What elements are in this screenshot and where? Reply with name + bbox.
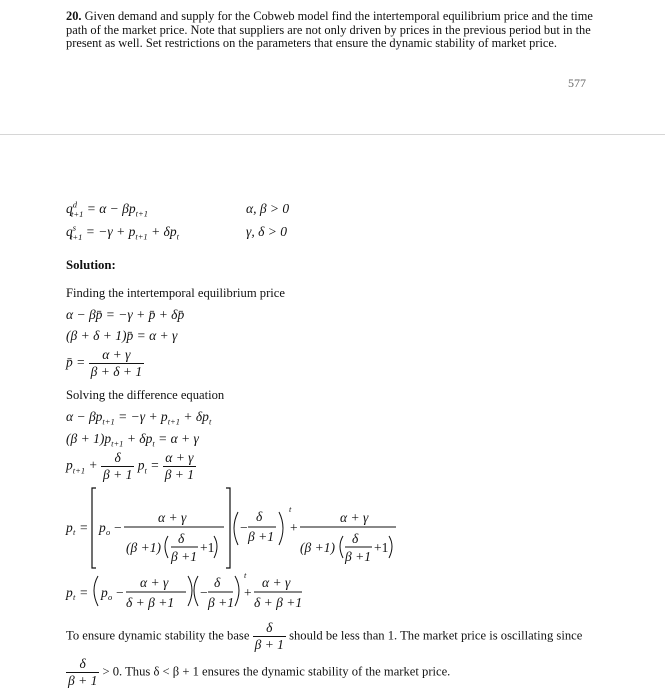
svg-text:β +1: β +1 bbox=[208, 595, 234, 610]
supply-restriction: γ, δ > 0 bbox=[246, 224, 287, 239]
page-number: 577 bbox=[568, 76, 586, 90]
equilibrium-numerator: α + γ bbox=[102, 347, 131, 362]
conclusion-sentence: $\frac{\delta}{\beta + 1}$ > 0. Thus δ < β + 1 ensures the dynamic stability of the market price. bbox=[68, 656, 451, 688]
supply-equation: $q^s_{t+1} = -\gamma + p_{t+1} + \delta p_t$ bbox=[66, 222, 179, 242]
svg-text:δ: δ bbox=[178, 531, 185, 546]
svg-text:δ + β +1: δ + β +1 bbox=[254, 595, 303, 610]
svg-text:β +1: β +1 bbox=[248, 529, 274, 544]
difference-eq-1: $\alpha - \beta p_{t+1} = -\gamma + p_{t+1} + \delta p_t$ bbox=[66, 409, 212, 427]
svg-text:o: o bbox=[106, 527, 111, 537]
svg-text:+: + bbox=[244, 585, 252, 600]
svg-text:+1: +1 bbox=[200, 540, 215, 555]
svg-text:α + γ: α + γ bbox=[262, 575, 291, 590]
svg-text:+: + bbox=[290, 520, 298, 535]
svg-text:+1: +1 bbox=[374, 540, 389, 555]
svg-text:α + γ: α + γ bbox=[140, 575, 169, 590]
svg-text:−: − bbox=[240, 520, 248, 535]
svg-text:α + γ: α + γ bbox=[340, 510, 369, 525]
difference-eq-2: $(\beta + 1)p_{t+1} + \delta p_t = \alpha + \gamma$ bbox=[66, 431, 199, 449]
svg-text:t: t bbox=[289, 504, 292, 514]
svg-text:p: p bbox=[99, 520, 106, 535]
svg-text:p: p bbox=[66, 585, 73, 600]
stability-sentence: To ensure dynamic stability the base $\frac{\delta}{\beta + 1}$ should be less than 1. The market price is oscillating since bbox=[66, 620, 583, 652]
problem-text: Given demand and supply for the Cobweb model find the intertemporal equilibrium price and the time path of the market price. Note that suppliers are not only driven by prices in the previous period but in the present as well. Set restrictions on the parameters that ensure the dynamic stability of market price. bbox=[66, 9, 593, 51]
svg-text:−: − bbox=[116, 585, 124, 600]
svg-text:t: t bbox=[244, 570, 247, 580]
demand-restriction: α, β > 0 bbox=[246, 201, 290, 216]
svg-text:α + γ: α + γ bbox=[158, 510, 187, 525]
svg-text:(β +1): (β +1) bbox=[126, 540, 161, 555]
equilibrium-eq-1: α − βp̄ = −γ + p̄ + δp̄ bbox=[66, 307, 185, 322]
equilibrium-eq-2: (β + δ + 1)p̄ = α + γ bbox=[66, 328, 178, 343]
problem-number: 20. bbox=[66, 9, 82, 23]
equilibrium-denominator: β + δ + 1 bbox=[90, 364, 143, 379]
svg-text:δ: δ bbox=[352, 531, 359, 546]
svg-text:p: p bbox=[101, 585, 108, 600]
svg-text:(β +1): (β +1) bbox=[300, 540, 335, 555]
difference-intro: Solving the difference equation bbox=[66, 388, 225, 402]
svg-text:β +1: β +1 bbox=[345, 549, 371, 564]
svg-text:p: p bbox=[66, 520, 73, 535]
svg-text:o: o bbox=[108, 592, 113, 602]
svg-text:β +1: β +1 bbox=[171, 549, 197, 564]
equilibrium-intro: Finding the intertemporal equilibrium price bbox=[66, 286, 285, 300]
solution-heading: Solution: bbox=[66, 258, 116, 272]
svg-text:δ: δ bbox=[214, 575, 221, 590]
svg-text:=: = bbox=[80, 520, 88, 535]
svg-text:=: = bbox=[80, 585, 88, 600]
svg-text:t: t bbox=[73, 527, 76, 537]
demand-equation: $q^d_{t+1} = \alpha - \beta p_{t+1}$ bbox=[66, 199, 148, 219]
difference-eq-3: $p_{t+1}$ + $\frac{\delta}{\beta + 1}$ $p_t$ = $\frac{\alpha + \gamma}{\beta + 1}$ bbox=[66, 450, 195, 482]
equilibrium-eq-3: p̄ = $\frac{\alpha + \gamma}{\beta + \delta + 1}$ bbox=[66, 347, 143, 379]
svg-text:δ: δ bbox=[256, 509, 263, 524]
svg-text:δ + β +1: δ + β +1 bbox=[126, 595, 175, 610]
svg-text:−: − bbox=[114, 520, 122, 535]
svg-text:t: t bbox=[73, 592, 76, 602]
svg-text:−: − bbox=[200, 585, 208, 600]
